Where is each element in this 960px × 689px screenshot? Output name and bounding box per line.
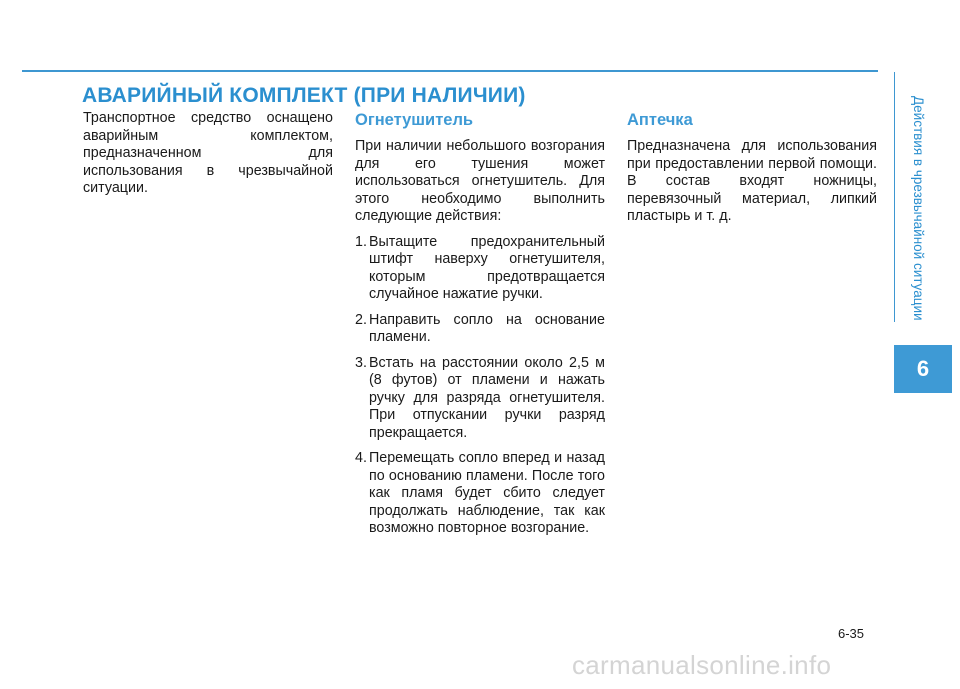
step-text: Вытащите предохранительный штифт наверху огнетушителя, которым предотвращается случайное нажатие ручки. xyxy=(369,233,605,302)
sidebar-divider xyxy=(894,72,895,322)
step-number: 2. xyxy=(355,311,367,328)
extinguisher-column xyxy=(355,110,605,546)
top-divider xyxy=(22,70,878,72)
first-aid-paragraph: Предназначена для использования при предоставлении первой помощи. В состав входят ножницы, перевязочный материал, липкий пластырь и т. д. xyxy=(627,138,877,224)
step-text: Направить сопло на основание пламени. xyxy=(369,311,605,345)
step-number: 3. xyxy=(355,354,367,371)
first-aid-column xyxy=(627,110,877,226)
step-text: Перемещать сопло вперед и назад по основанию пламени. После того как пламя будет сбито следует продолжать наблюдение, так как возможно повторное возгорание. xyxy=(369,450,605,536)
page-number: 6-35 xyxy=(838,626,865,641)
step-item xyxy=(355,450,605,538)
step-number: 1. xyxy=(355,233,367,250)
step-item xyxy=(355,312,605,347)
watermark: carmanualsonline.info xyxy=(572,650,832,680)
extinguisher-paragraph: При наличии небольшого возгорания для его тушения может использоваться огнетушитель. Для этого необходимо выполнить следующие действия: xyxy=(355,138,605,224)
page-title: АВАРИЙНЫЙ КОМПЛЕКТ (ПРИ НАЛИЧИИ) xyxy=(82,84,526,107)
step-item xyxy=(355,234,605,304)
section-label: Действия в чрезвычайной ситуации xyxy=(911,96,926,321)
extinguisher-heading: Огнетушитель xyxy=(355,111,474,129)
step-item xyxy=(355,355,605,443)
extinguisher-steps xyxy=(355,234,605,538)
intro-column xyxy=(83,110,333,198)
first-aid-heading: Аптечка xyxy=(627,111,693,129)
intro-paragraph: Транспортное средство оснащено аварийным комплектом, предназначенном для использования в чрезвычайной ситуации. xyxy=(83,110,333,196)
step-text: Встать на расстоянии около 2,5 м (8 футов) от пламени и нажать ручку для разряда огнетушителя. При отпускании ручки разряд прекращается. xyxy=(369,354,605,441)
chapter-tab[interactable]: 6 xyxy=(894,345,952,393)
step-number: 4. xyxy=(355,450,367,466)
